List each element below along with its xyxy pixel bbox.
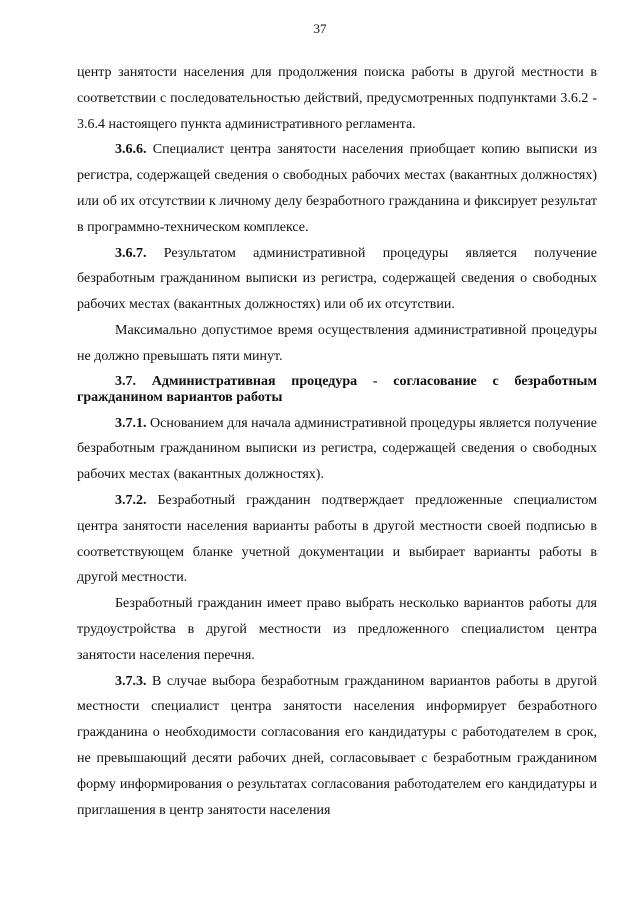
paragraph-3-7-3-text: В случае выбора безработным гражданином вариантов работы в другой местности специалист центра занятости населения информирует безработного гражданина о необходимости согласования его кандидатуры с работодателем в срок, не превышающий десяти рабочих дней, согласовывает с безработным гражданином форму информирования о результатах согласования работодателем его кандидатуры и приглашения в центр занятости населения xyxy=(77,673,597,818)
paragraph-3-7-1 xyxy=(77,411,597,488)
clause-number-3-6-6: 3.6.6. xyxy=(115,142,147,158)
clause-number-3-6-7: 3.6.7. xyxy=(115,245,147,261)
paragraph-continuation: центр занятости населения для продолжения поиска работы в другой местности в соответствии с последовательностью действий, предусмотренных подпунктами 3.6.2 - 3.6.4 настоящего пункта административного регламента. xyxy=(77,65,597,132)
paragraph-3-6-6-text: Специалист центра занятости населения приобщает копию выписки из регистра, содержащей сведения о свободных рабочих местах (вакантных должностях) или об их отсутствии к личному делу безработного гражданина и фиксирует результат в программно-техническом комплексе. xyxy=(77,142,597,235)
page-number: 37 xyxy=(313,21,327,36)
section-heading-3-7: 3.7. Административная процедура - согласование с безработным гражданином вариантов работы xyxy=(77,373,597,405)
clause-number-3-7-3: 3.7.3. xyxy=(115,673,147,689)
page-content xyxy=(77,60,597,823)
paragraph-max-time: Максимально допустимое время осуществления административной процедуры не должно превышать пяти минут. xyxy=(77,322,597,364)
clause-number-3-7-1: 3.7.1. xyxy=(115,415,147,431)
paragraph-3-7-3 xyxy=(77,669,597,824)
paragraph-3-6-7-text: Результатом административной процедуры является получение безработным гражданином выписки из регистра, содержащей сведения о свободных рабочих местах (вакантных должностях) или об их отсутствии. xyxy=(77,245,597,313)
paragraph-3-7-1-text: Основанием для начала административной процедуры является получение безработным гражданином выписки из регистра, содержащей сведения о свободных рабочих местах (вакантных должностях). xyxy=(77,415,597,483)
paragraph-3-6-7 xyxy=(77,241,597,318)
paragraph-3-6-6 xyxy=(77,137,597,240)
clause-number-3-7-2: 3.7.2. xyxy=(115,492,147,508)
paragraph-choice-right: Безработный гражданин имеет право выбрать несколько вариантов работы для трудоустройства в другой местности из предложенного специалистом центра занятости населения перечня. xyxy=(77,596,597,663)
paragraph-3-7-2 xyxy=(77,488,597,591)
paragraph-3-7-2-text: Безработный гражданин подтверждает предложенные специалистом центра занятости населения варианты работы в другой местности своей подписью в соответствующем бланке учетной документации и выбирает варианты работы в другой местности. xyxy=(77,492,597,586)
